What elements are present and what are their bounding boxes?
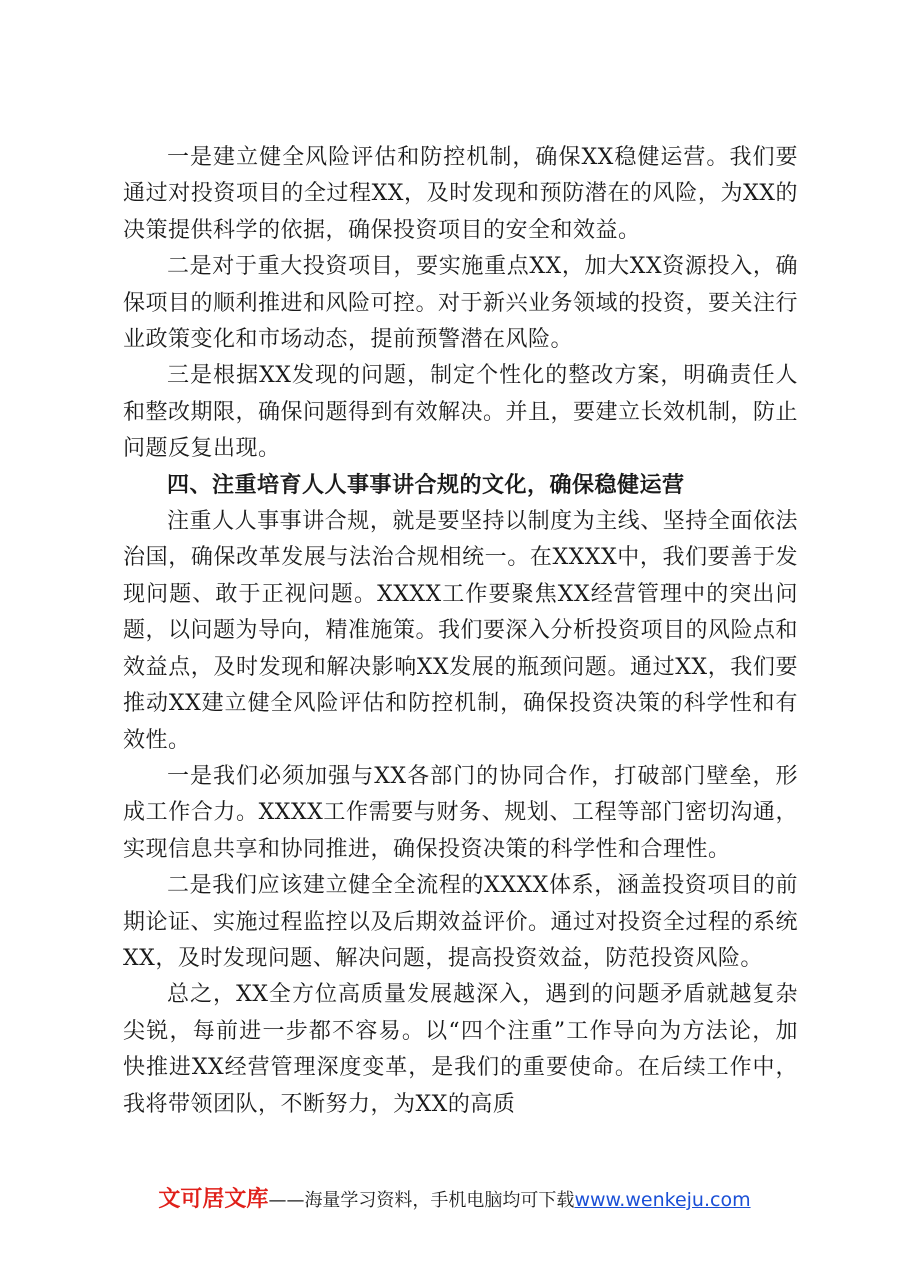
paragraph-1: 一是建立健全风险评估和防控机制，确保XX稳健运营。我们要通过对投资项目的全过程XX，及时发现和预防潜在的风险，为XX的决策提供科学的依据，确保投资项目的安全和效益。 [123,145,798,243]
paragraph-7: 总之，XX全方位高质量发展越深入，遇到的问题矛盾就越复杂尖锐，每前进一步都不容易。以“四个注重”工作导向为方法论，加快推进XX经营管理深度变革，是我们的重要使命。在后续工作中，我将带领团队，不断努力，为XX的高质 [123,982,798,1117]
paragraph-6: 二是我们应该建立健全全流程的XXXX体系，涵盖投资项目的前期论证、实施过程监控以及后期效益评价。通过对投资全过程的系统XX，及时发现问题、解决问题，提高投资效益，防范投资风险。 [123,873,799,971]
document-body [123,140,798,1123]
footer-tagline: ——海量学习资料，手机电脑均可下载 [268,1190,575,1211]
footer-banner [0,1182,909,1213]
brand-name: 文可居文库 [158,1187,269,1212]
paragraph-5: 一是我们必须加强与XX各部门的协同合作，打破部门壁垒，形成工作合力。XXXX工作需要与财务、规划、工程等部门密切沟通，实现信息共享和协同推进，确保投资决策的科学性和合理性。 [123,763,798,862]
paragraph-2: 二是对于重大投资项目，要实施重点XX，加大XX资源投入，确保项目的顺利推进和风险可控。对于新兴业务领域的投资，要关注行业政策变化和市场动态，提前预警潜在风险。 [123,254,799,353]
paragraph-4: 注重人人事事讲合规，就是要坚持以制度为主线、坚持全面依法治国，确保改革发展与法治合规相统一。在XXXX中，我们要善于发现问题、敢于正视问题。XXXX工作要聚焦XX经营管理中的突出问题，以问题为导向，精准施策。我们要深入分析投资项目的风险点和效益点，及时发现和解决影响XX发展的瓶颈问题。通过XX，我们要推动XX建立健全风险评估和防控机制，确保投资决策的科学性和有效性。 [123,509,799,753]
paragraph-3: 三是根据XX发现的问题，制定个性化的整改方案，明确责任人和整改期限，确保问题得到有效解决。并且，要建立长效机制，防止问题反复出现。 [123,363,799,462]
section-heading: 四、注重培育人人事事讲合规的文化，确保稳健运营 [167,472,685,498]
website-link[interactable]: www.wenkeju.com [574,1189,751,1211]
